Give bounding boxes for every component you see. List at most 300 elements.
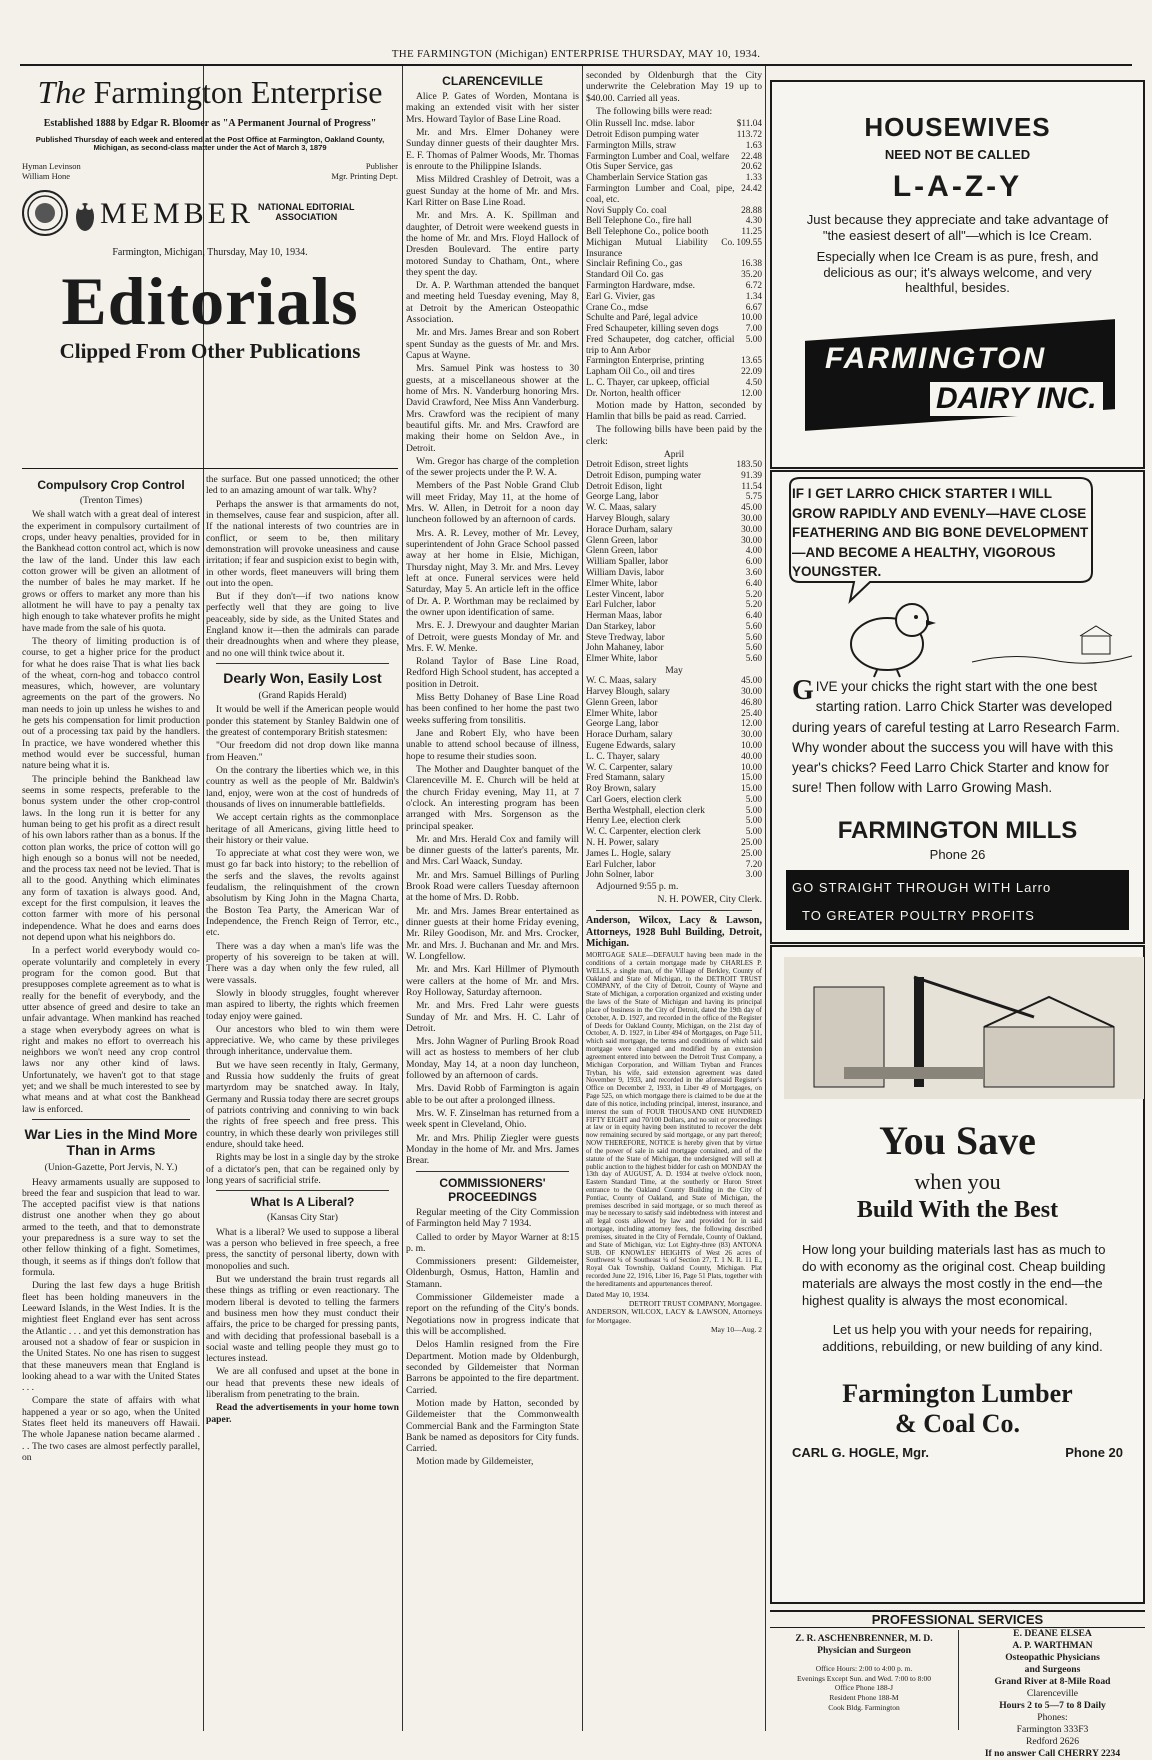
news-item: Wm. Gregor has charge of the completion of the sewer projects under the P. W. A.	[406, 455, 579, 479]
ledger-payee: Elmer White, labor	[586, 708, 658, 719]
ledger-amount: 46.80	[741, 697, 762, 708]
ledger-row	[586, 568, 762, 579]
article-paragraph: We accept certain rights as the commonplace heritage of all Americans, giving little heed to their history or their value.	[206, 812, 399, 846]
larro-slogan-bar	[786, 870, 1129, 930]
professional-card: Z. R. ASCHENBRENNER, M. D. Physician and Surgeon Office Hours: 2:00 to 4:00 p. m. Evenings Except Sun. and Wed. 7:00 to 8:00 Office Phone 188-J Resident Phone 188-M Cook Bldg. Farmington	[795, 1633, 933, 1712]
ledger-row	[586, 838, 762, 849]
article-headline: What Is A Liberal?	[250, 1195, 355, 1210]
ledger-payee: Earl G. Vivier, gas	[586, 291, 655, 302]
farm-landscape-icon	[972, 622, 1132, 672]
ledger-amount: 6.40	[745, 611, 762, 622]
member-word: MEMBER	[100, 196, 255, 230]
ledger-payee: William Spaller, labor	[586, 557, 669, 568]
dateline: Farmington, Michigan, Thursday, May 10, 1934.	[112, 247, 308, 259]
ledger-payee: W. C. Carpenter, election clerk	[586, 827, 701, 838]
ledger-row	[586, 162, 762, 173]
editorials-banner: Editorials	[61, 263, 359, 340]
ledger-payee: Detroit Edison pumping water	[586, 130, 699, 141]
ledger-amount: 5.00	[745, 805, 762, 816]
ledger-row	[586, 141, 762, 152]
member-banner	[22, 189, 398, 237]
ledger-row	[586, 152, 762, 163]
bills-table	[586, 676, 762, 881]
article-paragraph: But we understand the brain trust regards all these things as trifling or even reactionary. The modern liberal is devoted to telling the farmers and business men how they must conduct their affairs, the price to be charged for pressing pants, and with deciding that professional baseball is a social waste and telling people they must go to lectures instead.	[206, 1273, 399, 1365]
staff-role: Publisher	[365, 160, 398, 171]
legal-notice-sign: DETROIT TRUST COMPANY, Mortgagee.	[628, 1298, 762, 1308]
news-item: Mr. and Mrs. Philip Ziegler were guests Monday in the home of Mr. and Mrs. James Brear.	[406, 1132, 579, 1167]
legal-notice-heading: Anderson, Wilcox, Lacy & Lawson, Attorneys, 1928 Buhl Building, Detroit, Michigan.	[586, 914, 762, 950]
article-paragraph: But if they don't—if two nations know perfectly well that they are going to live peaceably, side by side, as the United States and England know it—then the admirals can parade their dreadnoughts when and where they please, and no one will think twice about it.	[206, 591, 399, 659]
dairy-logo-sub: DAIRY INC.	[930, 382, 1103, 416]
ledger-row	[586, 600, 762, 611]
news-item: Mr. and Mrs. Samuel Billings of Purling Brook Road were callers Tuesday afternoon at the home of Mrs. D. Robb.	[406, 869, 579, 904]
article-paragraph: To appreciate at what cost they were won, we must go far back into history; to the rebellion of the serfs and the slaves, the revolts against feudalism, the relinquishment of the crown absolutism by King John in the Magna Charta, the Boston Tea Party, the American War of Independence, the French Reign of Terror, etc., etc.	[206, 848, 399, 939]
ledger-amount: 12.00	[741, 719, 762, 730]
ledger-row	[586, 173, 762, 184]
ledger-amount: 10.00	[741, 313, 762, 324]
ledger-amount: 6.72	[745, 280, 762, 291]
proceedings-paragraph: Motion made by Gildemeister,	[416, 1456, 534, 1468]
ledger-row	[586, 860, 762, 871]
news-item: Mr. and Mrs. Karl Hillmer of Plymouth were callers at the home of Mr. and Mrs. Roy Holloway, Saturday afternoon.	[406, 964, 579, 998]
news-item: Mr. and Mrs. James Brear entertained as dinner guests at their home Friday evening, Mr. Riley Goodison, Mr. and Mrs. Crocker, Mr. and Mrs. J. Buchanan and Mr. and Mrs. W. Longfellow.	[406, 905, 579, 962]
proceedings-paragraph: The following bills were read:	[596, 105, 713, 117]
ledger-row	[586, 259, 762, 270]
ledger-amount: 91.39	[741, 470, 762, 481]
staff-name: William Hone	[22, 171, 71, 182]
ad-company-name: FARMINGTON MILLS	[837, 817, 1078, 844]
proceedings-paragraph: Commissioners present: Gildemeister, Oldenburgh, Osmus, Hatton, Hamlin and Stamann.	[406, 1256, 579, 1290]
ledger-payee: Crane Co., mdse	[586, 302, 648, 313]
ledger-row	[586, 335, 762, 357]
chick-icon	[812, 592, 962, 677]
ledger-row	[586, 119, 762, 130]
ledger-row	[586, 741, 762, 752]
ledger-payee: Lapham Oil Co., oil and tires	[586, 367, 695, 378]
ledger-row	[586, 471, 762, 482]
ledger-row	[586, 460, 762, 471]
ledger-payee: Dr. Norton, health officer	[586, 388, 681, 399]
news-item: Mrs. Samuel Pink was hostess to 30 guests, at a miscellaneous shower at the home of Mrs. N. Vanderburg honoring Mrs. David Crawford, Nee Miss Ann Vanderburg. Mrs. Crawford was the recipient of many beautiful gifts. Mr. and Mrs. Crawford are making their home on Seldon Ave., in Detroit.	[406, 363, 579, 454]
column-1	[22, 474, 200, 1731]
ledger-payee: L. C. Thayer, salary	[586, 751, 660, 762]
news-item: Mr. and Mrs. A. K. Spillman and daughter, of Detroit were weekend guests in the home of Mr. and Mrs. Floyd Hallock of Dresden Boulevard. The entire party motored Sunday to Chatham, Ont., where they spent the day.	[406, 210, 579, 278]
ledger-row	[586, 482, 762, 493]
masthead-rule	[22, 468, 398, 469]
ledger-payee: Carl Goers, election clerk	[586, 794, 682, 805]
ledger-amount: 1.63	[745, 140, 762, 151]
section-headline: COMMISSIONERS' PROCEEDINGS	[439, 1175, 546, 1204]
ledger-amount: 22.48	[741, 151, 762, 162]
ledger-row	[586, 643, 762, 654]
news-item: Jane and Robert Ely, who have been unable to attend school because of illness, hope to resume their studies soon.	[406, 728, 579, 762]
ledger-amount: 5.60	[745, 643, 762, 654]
ledger-amount: 5.00	[745, 794, 762, 805]
ledger-row	[586, 590, 762, 601]
ledger-month: May	[665, 664, 683, 676]
ledger-row	[586, 184, 762, 206]
proceedings-paragraph: The following bills have been paid by the clerk:	[586, 424, 762, 447]
masthead-title	[22, 74, 398, 112]
article-paragraph: Rights may be lost in a single day by the stroke of a dictator's pen, that can be regained only by long years of sacrificial strife.	[206, 1152, 399, 1186]
ledger-row	[586, 795, 762, 806]
article-paragraph: What is a liberal? We used to suppose a liberal was a person who believed in free speech, a free press, the sanctity of personal liberty, down with monopolies and such.	[206, 1226, 399, 1272]
column-divider	[765, 66, 766, 1731]
ledger-amount: 5.00	[745, 816, 762, 827]
ledger-row	[586, 816, 762, 827]
ledger-payee: Michigan Mutual Liability Co. Insurance	[586, 237, 735, 259]
section-headline: CLARENCEVILLE	[442, 74, 543, 88]
bills-table	[586, 460, 762, 665]
column-2	[206, 474, 399, 1731]
owl-icon	[74, 193, 96, 233]
ledger-payee: W. C. Maas, salary	[586, 503, 657, 514]
article-separator	[216, 663, 389, 664]
ledger-payee: Farmington Mills, straw	[586, 140, 677, 151]
news-item: Mrs. A. R. Levey, mother of Mr. Levey, superintendent of John Grace School passed away at her home in Elsie, Michigan, Thursday night, May 3. Mr. and Mrs. Levey left at once. Funeral services were held Saturday, May 5. An article left in the office of Dr. A. P. Worthman may be reclaimed by the owner upon identification of same.	[406, 527, 579, 618]
proceedings-paragraph: Delos Hamlin resigned from the Fire Department. Motion made by Oldenburgh, seconded by Gildemeister that Norman Barrons be appointed to the fire department. Carried.	[406, 1339, 579, 1396]
ledger-payee: Farmington Lumber and Coal, welfare	[586, 151, 730, 162]
ledger-payee: Detroit Edison, light	[586, 481, 663, 492]
news-item: Mr. and Mrs. Fred Lahr were guests Sunday of Mr. and Mrs. H. C. Lahr of Detroit.	[406, 1000, 579, 1034]
ledger-payee: George Lang, labor	[586, 719, 659, 730]
ad-company-name: Farmington Lumber & Coal Co.	[842, 1379, 1073, 1438]
ledger-row	[586, 557, 762, 568]
article-paragraph: On the contrary the liberties which we, in this country as well as the people of Mr. Baldwin's land, enjoy, were won at the cost of hundreds of thousands of lives on innumerable battlefields.	[206, 764, 399, 810]
ledger-row	[586, 536, 762, 547]
masthead	[22, 70, 398, 465]
column-divider	[958, 1630, 959, 1730]
ledger-payee: Elmer White, labor	[586, 654, 658, 665]
ledger-payee: Eugene Edwards, salary	[586, 740, 676, 751]
ledger-amount: 25.40	[741, 708, 762, 719]
ledger-amount: 183.50	[736, 460, 762, 471]
ledger-payee: Farmington Enterprise, printing	[586, 356, 704, 367]
ledger-payee: Roy Brown, salary	[586, 784, 656, 795]
ledger-amount: 30.00	[741, 524, 762, 535]
ledger-row	[586, 303, 762, 314]
ledger-row	[586, 709, 762, 720]
ledger-payee: Otis Super Service, gas	[586, 162, 673, 173]
ledger-row	[586, 281, 762, 292]
ledger-row	[586, 206, 762, 217]
ledger-amount: 109.55	[736, 237, 762, 248]
ledger-row	[586, 579, 762, 590]
ledger-amount: 22.09	[741, 367, 762, 378]
ledger-amount: 6.00	[745, 557, 762, 568]
ledger-row	[586, 130, 762, 141]
ledger-amount: 35.20	[741, 270, 762, 281]
staff-name: Hyman Levinson	[22, 160, 81, 171]
ledger-payee: Chamberlain Service Station gas	[586, 173, 708, 184]
proceedings-paragraph: Regular meeting of the City Commission of Farmington held May 7 1934.	[406, 1206, 579, 1230]
proceedings-paragraph: Commissioner Gildemeister made a report on the refunding of the City's bonds. Negotiations now in progress indicate that this will be accomplished.	[406, 1292, 579, 1338]
ad-headline: Build With the Best	[856, 1197, 1059, 1223]
ledger-amount: 30.00	[741, 730, 762, 741]
masthead-title-main: Farmington Enterprise	[93, 74, 383, 110]
ledger-row	[586, 622, 762, 633]
ledger-payee: Schulte and Paré, legal advice	[586, 313, 698, 324]
article-paragraph: Heavy armaments usually are supposed to breed the fear and suspicion that lead to war. The accepted pacifist view is that nations distrust one another when they go about armed to the teeth, and that to demonstrate your preparedness is a sure way to set the other fellow thinking of a fight. Sometimes, though, it seems as if things don't follow that formula.	[22, 1176, 200, 1279]
ledger-amount: 45.00	[741, 503, 762, 514]
ledger-payee: Glenn Green, labor	[586, 697, 658, 708]
ledger-amount: 10.00	[741, 740, 762, 751]
article-paragraph: In a perfect world everybody would co-operate voluntarily and completely in every program for the comon good. But that presupposes complete agreement as to what is really for the benefit of everybody, and the utter absence of greed and desire to take an unfair advantage. When mankind has reached a stage when everybody agrees on what is right and makes no effort to overreach his neighbors we won't need any crop control laws nor any other kind of laws. Unfortunately, we haven't got to that stage yet; and we shall be much interested to see by what means and at what cost the Bankhead law is enforced.	[22, 945, 200, 1115]
ad-farmington-mills	[770, 470, 1145, 944]
ad-body: Especially when Ice Cream is as pure, fresh, and delicious as our; it's always welcome, and very healthful, besides.	[816, 249, 1099, 296]
ledger-amount: 5.00	[745, 334, 762, 345]
ad-headline: You Save	[879, 1118, 1036, 1163]
ledger-payee: N. H. Power, salary	[586, 838, 659, 848]
ledger-amount: 5.60	[745, 632, 762, 643]
bills-table	[586, 119, 762, 399]
news-item: Mrs. W. F. Zinselman has returned from a week spent in Cleveland, Ohio.	[406, 1108, 579, 1131]
ledger-row	[586, 806, 762, 817]
ledger-payee: Fred Schaupeter, killing seven dogs	[586, 324, 719, 335]
ledger-row	[586, 378, 762, 389]
news-item: Miss Betty Dohaney of Base Line Road has been confined to her home the past two weeks suffering from tonsilitis.	[406, 692, 579, 726]
article-source: (Kansas City Star)	[267, 1212, 338, 1224]
professional-card: E. DEANE ELSEA A. P. WARTHMAN Osteopathic Physicians and Surgeons Grand River at 8-Mile Road Clarenceville Hours 2 to 5—7 to 8 Daily Phones: Farmington 333F3 Redford 2626 If no answer Call CHERRY 2234	[984, 1628, 1121, 1759]
ledger-row	[586, 676, 762, 687]
ledger-amount: $11.04	[736, 119, 762, 130]
ledger-payee: John Solner, labor	[586, 870, 654, 881]
staff-list	[22, 161, 398, 181]
news-item: Miss Mildred Crashley of Detroit, was a guest Sunday at the home of Mr. and Mrs. Karl Ritter on Base Line Road.	[406, 174, 579, 208]
proceedings-paragraph: Adjourned 9:55 p. m.	[596, 881, 679, 893]
article-source: (Union-Gazette, Port Jervis, N. Y.)	[44, 1162, 178, 1174]
ledger-row	[586, 238, 762, 260]
ledger-amount: 15.00	[741, 773, 762, 784]
ad-speech-text: IF I GET LARRO CHICK STARTER I WILL GROW RAPIDLY AND EVENLY—HAVE CLOSE FEATHERING AND BIG BONE DEVELOPMENT—AND BECOME A HEALTHY, VIGOROUS YOUNGSTER.	[792, 486, 1089, 580]
ledger-payee: Harvey Blough, salary	[586, 514, 670, 525]
proceedings-paragraph: Motion made by Hatton, seconded by Gildemeister that the Commonwealth Commercial Bank and the Farmington State Bank be named as depositors for City funds. Carried.	[406, 1397, 579, 1455]
ledger-amount: 25.00	[741, 848, 762, 859]
slogan-line: TO GREATER POULTRY PROFITS	[802, 908, 1035, 923]
ledger-amount: 6.67	[745, 302, 762, 313]
ledger-payee: Dan Starkey, labor	[586, 621, 656, 632]
drop-cap: G	[792, 675, 814, 706]
ad-farmington-lumber	[770, 945, 1145, 1604]
ledger-row	[586, 389, 762, 400]
ledger-amount: 20.62	[741, 162, 762, 173]
ledger-payee: Bertha Westphall, election clerk	[586, 805, 705, 816]
news-item: Mr. and Mrs. Herald Cox and family will be dinner guests of the latter's parents, Mr. and Mrs. Carl Waack, Sunday.	[406, 833, 579, 868]
masthead-title-prefix: The	[37, 74, 86, 110]
article-paragraph: The theory of limiting production is of course, to get a higher price for the product for what he does raise That is what lies back of the wheat, corn-hog and tobacco control measures, which, however, are voluntary agreements on the part of the growers. No man needs to join up unless he wishes to and he gets his compensation for limit production out of a processing tax paid by the handlers. In practice, we have wondered whether this method would ever be successful, human nature being what it is.	[22, 635, 200, 772]
article-paragraph: the surface. But one passed unnoticed; the other led to an amazing amount of war talk. Why?	[206, 474, 399, 497]
ledger-amount: 4.00	[745, 546, 762, 557]
ledger-amount: 3.60	[745, 567, 762, 578]
ledger-row	[586, 687, 762, 698]
ledger-amount: 4.30	[745, 216, 762, 227]
ledger-row	[586, 270, 762, 281]
news-item: Mr. and Mrs. Elmer Dohaney were Sunday dinner guests of their daughter Mrs. E. F. Thomas of Palmer Woods, Mr. Thomas is enroute to the Philippine Islands.	[406, 127, 579, 173]
ledger-payee: Earl Fulcher, labor	[586, 600, 656, 611]
news-item: Members of the Past Noble Grand Club will meet Friday, May 11, at the home of Mrs. W. Allen, in Detroit for a noon day luncheon followed by an afternoon of cards.	[406, 480, 579, 526]
proceedings-paragraph: seconded by Oldenburgh that the City underwrite the Celebration May 19 up to $40.00. Carried all yeas.	[586, 70, 762, 104]
ledger-payee: Standard Oil Co. gas	[586, 270, 664, 281]
ledger-payee: William Davis, labor	[586, 567, 664, 578]
ad-body: Let us help you with your needs for repairing, additions, rebuilding, or new building of any kind.	[822, 1322, 1103, 1354]
ledger-amount: 1.33	[745, 173, 762, 184]
article-separator	[32, 1119, 190, 1120]
ledger-row	[586, 514, 762, 525]
ad-subheadline: when you	[914, 1169, 1001, 1194]
ledger-row	[586, 313, 762, 324]
ledger-payee: Steve Tredway, labor	[586, 632, 665, 643]
ad-body: Just because they appreciate and take advantage of "the easiest desert of all"—which is Ice Cream.	[806, 212, 1109, 243]
ledger-row	[586, 827, 762, 838]
news-item: The Mother and Daughter banquet of the Clarenceville M. E. Church will be held at the church Friday evening, May 11, at 7 o'clock. An interesting program has been arranged with Mrs. Sorgenson as the principal speaker.	[406, 763, 579, 832]
ledger-payee: Henry Lee, election clerk	[586, 816, 681, 827]
ledger-payee: Novi Supply Co. coal	[586, 205, 667, 216]
ledger-payee: Farmington Lumber and Coal, pipe, coal, etc.	[586, 183, 735, 205]
column-3	[406, 70, 579, 1731]
ledger-payee: W. C. Maas, salary	[586, 676, 657, 687]
ledger-payee: Bell Telephone Co., police booth	[586, 227, 709, 238]
ledger-amount: 40.00	[741, 751, 762, 762]
ledger-row	[586, 698, 762, 709]
ledger-payee: Olin Russell Inc. mdse. labor	[586, 119, 695, 130]
ledger-row	[586, 546, 762, 557]
article-paragraph: It would be well if the American people would ponder this statement by Stanley Baldwin one of the greatest of contemporary British statesmen:	[206, 704, 399, 739]
slogan-line: GO STRAIGHT THROUGH WITH Larro	[792, 880, 1052, 895]
ledger-amount: 45.00	[741, 676, 762, 687]
ledger-row	[586, 730, 762, 741]
ledger-row	[586, 752, 762, 763]
ad-headline: HOUSEWIVES	[864, 112, 1051, 142]
article-paragraph: Perhaps the answer is that armaments do not, in themselves, cause fear and suspicion, after all. If the national interests of two countries are in conflict, or seem to be, then military demonstration will provoke uneasiness and cause irritation; if fear and suspicion exist to begin with, in other words, fleet maneuvers will bring them out into the open.	[206, 498, 399, 589]
ledger-amount: 12.00	[741, 388, 762, 399]
ledger-payee: W. C. Carpenter, salary	[586, 762, 673, 773]
article-paragraph: There was a day when a man's life was the property of his sovereign to be taken at will. There was a day when only the few ruled, all were vassals.	[206, 940, 399, 986]
ledger-payee: Bell Telephone Co., fire hall	[586, 216, 692, 227]
ledger-amount: 1.34	[745, 291, 762, 302]
ledger-amount: 6.40	[745, 578, 762, 589]
ledger-payee: Glenn Green, labor	[586, 535, 658, 546]
article-paragraph: We are all confused and upset at the bone in our head that prevents these new ideals of liberalism from penetrating to the brain.	[206, 1366, 399, 1401]
article-paragraph: The principle behind the Bankhead law seems in some respects, preferable to the bonus system under the other crop-control laws. In the long run it is better for any human being to get his profit as a direct result of his own labors rather than as a bonus. If the cotton plan works, the price of cotton will go high enough so a bonus will not be needed, and the process tax need not be levied. That is all to the good. Anything which eliminates any form of taxation is always good. And, except for the first compulsion, it leaves the cotton farmer with more of his personal independence. What he does and earns does not depend upon what his neighbors do.	[22, 773, 200, 944]
ledger-payee: George Lang, labor	[586, 492, 659, 503]
proceedings-paragraph: Motion made by Hatton, seconded by Hamlin that bills be paid as read. Carried.	[586, 399, 762, 422]
ledger-row	[586, 367, 762, 378]
ledger-row	[586, 216, 762, 227]
ledger-amount: 7.00	[745, 324, 762, 335]
news-item: Mrs. John Wagner of Purling Brook Road will act as hostess to members of her club Monday, May 14, at a noon day luncheon, followed by an afternoon of cards.	[406, 1036, 579, 1082]
article-source: (Grand Rapids Herald)	[258, 690, 347, 702]
legal-notice-body: MORTGAGE SALE—DEFAULT having been made in the conditions of a certain mortgage made by CHARLES P. WELLS, a single man, of the Village of Berkley, County of Oakland and State of Michigan, to the DETROIT TRUST COMPANY, of the City of Detroit, County of Wayne and State of Michigan, a corporation organized and existing under the laws of the State of Michigan and having its principal place of business in the City of Detroit, dated the 19th day of October, A. D. 1927, and recorded in the office of the Register of Deeds for Oakland County, Michigan, on the 21st day of October, A. D. 1927, in Liber 494 of Mortgages, on Page 511, which said mortgage, the terms and conditions of which said mortgage were changed and modified by an extension agreement entered into between the Detroit Trust Company, a Michigan Corporation, and William Tryban and Frances Tryban, his wife, said extension agreement was dated November 9, 1933, and recorded in the aforesaid Register's Office on December 2, 1933, in Liber 49 of Mortgages, on Page 525, on which mortgage there is claimed to be due at the date of this notice, including principal, interest, insurance, and interest the sum of FOUR THOUSAND ONE HUNDRED FIFTY EIGHT and 70/100 Dollars, and no suit or proceedings at law or in equity having been instituted to recover the debt now remaining secured by said mortgage, or any part thereof; NOW THEREFORE, NOTICE is hereby given that by virtue of the power of sale in said mortgage contained, and of the statute of the State of Michigan, the undersigned will sell at public auction to the highest bidder for cash on MONDAY the 13th day of AUGUST, A. D. 1934 at twelve o'clock noon, Eastern Standard Time, at the southerly or Huron Street entrance to the Oakland County Building in the City of Pontiac, County of Oakland, and State of Michigan, the premises described in said mortgage, or so much thereof as may be necessary to satisfy said indebtedness with interest and all legal costs allowed by law and provided for in said mortgage, including attorney fees, the following described premises, situated in the City of Ferndale, County of Oakland, and State of Michigan, viz: Lot Eighty-three (83) ANTONA SUB. OF KNOWLES' HEIGHTS of West 26 acres of Southwest ¼ of Southeast ¼ of Section 27, T. 1 N. R. 11 E., Royal Oak Township, Oakland County, Michigan. Plat recorded June 22, 1916, Liber 16, Page 51 Plats, together with the hereditaments and appurtenances thereof.	[586, 951, 762, 1288]
ledger-amount: 113.72	[736, 130, 762, 141]
ledger-payee: Lester Vincent, labor	[586, 589, 665, 600]
legal-notice-foot: ANDERSON, WILCOX, LACY & LAWSON, Attorneys for Mortgagee.	[586, 1307, 762, 1326]
ledger-amount: 5.00	[745, 827, 762, 838]
ledger-amount: 28.88	[741, 205, 762, 216]
running-head: THE FARMINGTON (Michigan) ENTERPRISE THURSDAY, MAY 10, 1934.	[391, 48, 761, 60]
ledger-amount: 13.65	[741, 356, 762, 367]
ledger-payee: Glenn Green, labor	[586, 546, 658, 557]
ledger-payee: L. C. Thayer, car upkeep, official	[586, 378, 710, 388]
ledger-row	[586, 525, 762, 536]
ledger-row	[586, 503, 762, 514]
ledger-amount: 4.50	[745, 378, 762, 388]
ledger-amount: 11.54	[741, 481, 762, 492]
ledger-payee: Fred Schaupeter, dog catcher, official trip to Ann Arbor	[586, 334, 735, 356]
article-headline: Dearly Won, Easily Lost	[223, 670, 382, 686]
established-line: Established 1888 by Edgar R. Bloomer as "A Permanent Journal of Progress"	[43, 117, 377, 129]
ledger-amount: 16.38	[741, 259, 762, 270]
ledger-amount: 5.75	[745, 492, 762, 503]
column-divider	[402, 66, 403, 1731]
ledger-amount: 11.25	[741, 227, 762, 238]
ledger-row	[586, 870, 762, 881]
article-separator	[216, 1190, 389, 1191]
clerk-signature: N. H. POWER, City Clerk.	[657, 894, 762, 906]
ledger-row	[586, 633, 762, 644]
top-rule	[20, 64, 1132, 66]
ledger-payee: Elmer White, labor	[586, 578, 658, 589]
article-paragraph: Read the advertisements in your home town paper.	[206, 1402, 399, 1425]
article-paragraph: Slowly in bloody struggles, fought wherever man aspired to liberty, the rights which freemen today enjoy were gained.	[206, 987, 399, 1022]
ledger-row	[586, 324, 762, 335]
ledger-payee: Harvey Blough, salary	[586, 687, 670, 698]
ledger-row	[586, 492, 762, 503]
nea-label: NATIONAL EDITORIAL ASSOCIATION	[258, 202, 355, 223]
ledger-payee: John Mahaney, labor	[586, 643, 664, 654]
ledger-payee: Sinclair Refining Co., gas	[586, 259, 683, 270]
ledger-payee: Detroit Edison, street lights	[586, 460, 689, 471]
ledger-amount: 30.00	[741, 514, 762, 525]
ledger-payee: Horace Durham, salary	[586, 730, 673, 741]
article-paragraph: "Our freedom did not drop down like manna from Heaven."	[206, 740, 399, 763]
professional-services-heading: PROFESSIONAL SERVICES	[770, 1610, 1145, 1628]
lumber-yard-illustration-icon	[784, 957, 1144, 1099]
ledger-payee: Detroit Edison, pumping water	[586, 470, 702, 481]
ledger-amount: 5.20	[745, 589, 762, 600]
publication-note: Published Thursday of each week and entered at the Post Office at Farmington, Oakland County, Michigan, as second-class matter under the Act of March 3, 1879	[35, 134, 385, 153]
ledger-row	[586, 773, 762, 784]
article-paragraph: During the last few days a huge British fleet has been holding maneuvers in the Leeward Islands, in the West Indies. It is the mightiest fleet England ever has sent across the Atlantic . . . and yet this demonstration has aroused not a shadow of fear or suspicion in the United States. No one has risen to suggest that these maneuvers mean that England is looking ahead to a war with the United States . . .	[22, 1280, 200, 1394]
ledger-amount: 10.00	[741, 762, 762, 773]
ledger-amount: 15.00	[741, 784, 762, 795]
legal-notice-date: Dated May 10, 1934.	[586, 1289, 650, 1299]
ledger-payee: Earl Fulcher, labor	[586, 859, 656, 870]
article-paragraph: Our ancestors who bled to win them were appreciative. We, who came by these privileges through inheritance, undervalue them.	[206, 1023, 399, 1058]
ledger-payee: James L. Hogle, salary	[586, 848, 671, 859]
news-item: Roland Taylor of Base Line Road, Redford High School student, has accepted a position in Detroit.	[406, 656, 579, 690]
news-item: Dr. A. P. Warthman attended the banquet and meeting held Tuesday evening, May 8, at Detroit by the American Osteopathic Association.	[406, 280, 579, 326]
ledger-payee: Herman Maas, labor	[586, 611, 663, 622]
ledger-row	[586, 763, 762, 774]
ledger-amount: 30.00	[741, 687, 762, 698]
ledger-row	[586, 292, 762, 303]
clipped-subtitle: Clipped From Other Publications	[59, 339, 361, 364]
news-item: Alice P. Gates of Worden, Montana is making an extended visit with her sister Mrs. Howard Taylor of Base Line Road.	[406, 91, 579, 125]
column-divider	[582, 66, 583, 1731]
article-source: (Trenton Times)	[79, 495, 143, 507]
ledger-payee: Horace Durham, salary	[586, 524, 673, 535]
ledger-amount: 5.60	[745, 654, 762, 665]
ledger-row	[586, 611, 762, 622]
ad-contact: CARL G. HOGLE, Mgr. Phone 20	[792, 1445, 1123, 1460]
dairy-logo-name: FARMINGTON	[825, 342, 1047, 375]
ad-subheadline: NEED NOT BE CALLED	[884, 147, 1031, 162]
ledger-month: April	[663, 448, 685, 460]
ledger-amount: 3.00	[745, 870, 762, 881]
article-separator	[596, 910, 752, 911]
ledger-row	[586, 356, 762, 367]
ledger-row	[586, 784, 762, 795]
